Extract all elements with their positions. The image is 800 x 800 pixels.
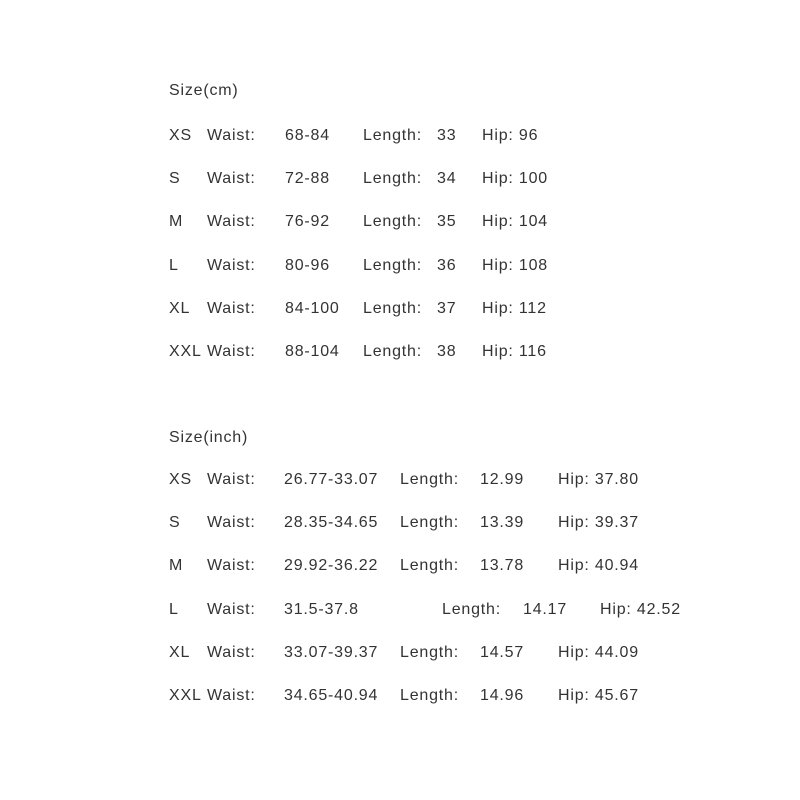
hip-value: 45.67 <box>594 687 639 704</box>
hip-label: Hip: <box>600 601 632 618</box>
length-label: Length: <box>442 601 501 618</box>
waist-value: 26.77-33.07 <box>284 471 379 488</box>
size-row-inch-xxl <box>0 688 800 706</box>
hip-cell <box>482 301 547 317</box>
hip-value: 37.80 <box>594 471 639 488</box>
hip-cell <box>558 558 639 574</box>
length-label: Length: <box>363 127 422 144</box>
length-value: 13.39 <box>480 514 525 531</box>
size-label: XXL <box>169 343 202 360</box>
hip-cell <box>558 515 639 531</box>
length-label: Length: <box>400 687 459 704</box>
length-value: 38 <box>437 343 457 360</box>
waist-value: 80-96 <box>285 257 330 274</box>
hip-cell <box>482 214 548 230</box>
size-label: XXL <box>169 687 202 704</box>
waist-label: Waist: <box>207 601 256 618</box>
waist-label: Waist: <box>207 514 256 531</box>
waist-label: Waist: <box>207 257 256 274</box>
waist-label: Waist: <box>207 127 256 144</box>
length-label: Length: <box>400 557 459 574</box>
hip-label: Hip: <box>558 557 590 574</box>
waist-value: 76-92 <box>285 213 330 230</box>
hip-value: 112 <box>518 300 547 317</box>
waist-label: Waist: <box>207 644 256 661</box>
hip-cell <box>482 344 547 360</box>
size-row-inch-l <box>0 602 800 620</box>
size-row-cm-xxl <box>0 344 800 362</box>
section-title-inch: Size(inch) <box>169 429 249 446</box>
waist-label: Waist: <box>207 557 256 574</box>
waist-label: Waist: <box>207 687 256 704</box>
waist-value: 88-104 <box>285 343 340 360</box>
hip-label: Hip: <box>482 170 514 187</box>
size-label: XS <box>169 471 192 488</box>
size-label: XS <box>169 127 192 144</box>
hip-label: Hip: <box>482 343 514 360</box>
length-value: 34 <box>437 170 457 187</box>
waist-value: 31.5-37.8 <box>284 601 359 618</box>
size-label: XL <box>169 644 191 661</box>
hip-value: 42.52 <box>636 601 681 618</box>
hip-value: 96 <box>518 127 539 144</box>
section-title-cm: Size(cm) <box>169 82 239 99</box>
waist-value: 34.65-40.94 <box>284 687 379 704</box>
waist-value: 84-100 <box>285 300 340 317</box>
hip-value: 108 <box>518 257 549 274</box>
length-label: Length: <box>363 257 422 274</box>
hip-label: Hip: <box>482 300 514 317</box>
hip-cell <box>482 128 538 144</box>
hip-value: 104 <box>518 213 549 230</box>
hip-cell <box>482 171 548 187</box>
length-label: Length: <box>400 514 459 531</box>
hip-cell <box>558 472 639 488</box>
waist-label: Waist: <box>207 213 256 230</box>
hip-value: 100 <box>518 170 549 187</box>
hip-label: Hip: <box>558 514 590 531</box>
length-value: 36 <box>437 257 457 274</box>
size-label: L <box>169 601 179 618</box>
size-row-inch-xs <box>0 472 800 490</box>
waist-value: 68-84 <box>285 127 330 144</box>
size-row-inch-m <box>0 558 800 576</box>
size-row-cm-l <box>0 258 800 276</box>
length-value: 14.96 <box>480 687 525 704</box>
hip-value: 116 <box>518 343 547 360</box>
hip-cell <box>558 645 639 661</box>
length-label: Length: <box>400 644 459 661</box>
waist-label: Waist: <box>207 343 256 360</box>
hip-label: Hip: <box>482 127 514 144</box>
hip-label: Hip: <box>558 687 590 704</box>
waist-value: 29.92-36.22 <box>284 557 379 574</box>
length-label: Length: <box>400 471 459 488</box>
size-label: M <box>169 557 184 574</box>
hip-cell <box>558 688 639 704</box>
waist-value: 28.35-34.65 <box>284 514 379 531</box>
waist-label: Waist: <box>207 471 256 488</box>
hip-label: Hip: <box>558 644 590 661</box>
hip-label: Hip: <box>482 257 514 274</box>
size-label: L <box>169 257 179 274</box>
hip-cell <box>482 258 548 274</box>
length-value: 37 <box>437 300 457 317</box>
size-label: S <box>169 170 181 187</box>
size-row-cm-xs <box>0 128 800 146</box>
waist-label: Waist: <box>207 170 256 187</box>
waist-label: Waist: <box>207 300 256 317</box>
size-label: S <box>169 514 181 531</box>
size-row-inch-s <box>0 515 800 533</box>
length-value: 13.78 <box>480 557 525 574</box>
length-value: 14.17 <box>523 601 568 618</box>
size-row-cm-m <box>0 214 800 232</box>
hip-label: Hip: <box>482 213 514 230</box>
hip-value: 40.94 <box>594 557 639 574</box>
length-label: Length: <box>363 213 422 230</box>
size-row-cm-xl <box>0 301 800 319</box>
size-row-inch-xl <box>0 645 800 663</box>
hip-value: 44.09 <box>594 644 639 661</box>
length-label: Length: <box>363 343 422 360</box>
waist-value: 33.07-39.37 <box>284 644 379 661</box>
waist-value: 72-88 <box>285 170 330 187</box>
length-value: 14.57 <box>480 644 525 661</box>
length-label: Length: <box>363 170 422 187</box>
length-value: 12.99 <box>480 471 525 488</box>
hip-value: 39.37 <box>594 514 639 531</box>
size-row-cm-s <box>0 171 800 189</box>
hip-label: Hip: <box>558 471 590 488</box>
length-label: Length: <box>363 300 422 317</box>
length-value: 35 <box>437 213 457 230</box>
length-value: 33 <box>437 127 457 144</box>
size-label: XL <box>169 300 191 317</box>
size-label: M <box>169 213 184 230</box>
hip-cell <box>600 602 681 618</box>
